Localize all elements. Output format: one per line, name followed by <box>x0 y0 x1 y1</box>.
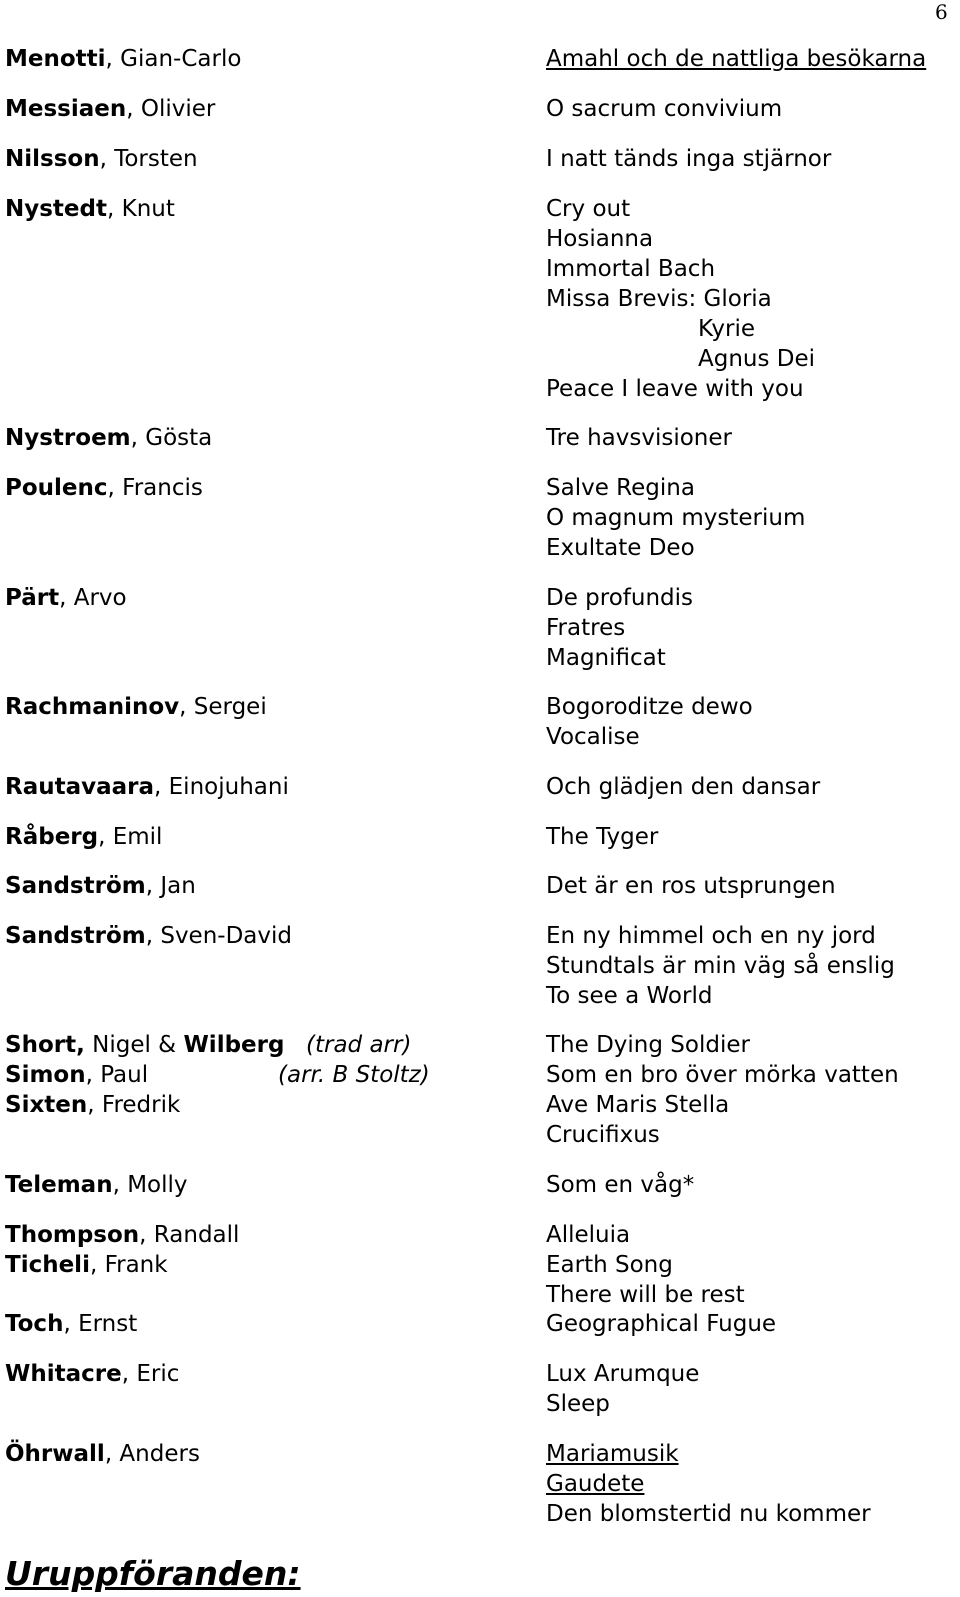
composer-separator: , <box>106 196 115 222</box>
composer-given-name: Nigel & <box>84 1032 184 1058</box>
composer-entry <box>5 921 292 951</box>
work-title: Fratres <box>546 615 626 641</box>
composer-entry <box>5 473 203 503</box>
composer-entry <box>5 583 127 613</box>
composer-surname: Nystedt <box>5 196 107 222</box>
composer-surname: Öhrwall <box>5 1441 105 1467</box>
work-title: Vocalise <box>546 724 640 750</box>
work-title: Cry out <box>546 196 631 222</box>
composer-surname: Pärt <box>5 585 60 611</box>
composer-surname: Toch <box>5 1311 64 1337</box>
arrangement-note: (arr. B Stoltz) <box>278 1062 430 1088</box>
composer-surname: Ticheli <box>5 1252 90 1278</box>
work-title: Magnificat <box>546 645 666 671</box>
work-title: Crucifixus <box>546 1122 660 1148</box>
composer-surname: Teleman <box>5 1172 113 1198</box>
work-title: There will be rest <box>546 1282 745 1308</box>
work-title: Sleep <box>546 1391 610 1417</box>
work-title: O magnum mysterium <box>546 505 806 531</box>
work-title: Det är en ros utsprungen <box>546 873 836 899</box>
composer-given-name: Eric <box>129 1361 180 1387</box>
work-title: Stundtals är min väg så enslig <box>546 953 895 979</box>
composer-given-name: Fredrik <box>94 1092 181 1118</box>
work-title: De profundis <box>546 585 694 611</box>
work-title: Alleluia <box>546 1222 631 1248</box>
composer-entry <box>5 772 289 802</box>
work-title: Gaudete <box>546 1471 645 1497</box>
composer-separator: , <box>126 96 134 122</box>
composer-entry <box>5 94 215 124</box>
work-title: O sacrum convivium <box>546 96 783 122</box>
composer-given-name: Emil <box>105 824 163 850</box>
arrangement-note: (trad arr) <box>306 1032 412 1058</box>
composer-entry <box>5 423 212 453</box>
composer-surname: Råberg <box>5 824 99 850</box>
composer-surname: Nilsson <box>5 146 100 172</box>
composer-separator: , <box>63 1311 71 1337</box>
composer-given-name: Knut <box>114 196 175 222</box>
work-title: I natt tänds inga stjärnor <box>546 146 832 172</box>
work-title: Immortal Bach <box>546 256 716 282</box>
composer-separator: , <box>85 1062 93 1088</box>
composer-given-name: Gian-Carlo <box>112 46 242 72</box>
composer-entry <box>5 1250 168 1280</box>
composer-surname: Rachmaninov <box>5 694 180 720</box>
composer-entry <box>5 822 162 852</box>
work-title: Missa Brevis: Gloria <box>546 286 772 312</box>
composer-given-name: Sven-David <box>153 923 292 949</box>
work-title: Som en bro över mörka vatten <box>546 1062 899 1088</box>
composer-separator: , <box>87 1092 95 1118</box>
composer-given-name: Olivier <box>133 96 216 122</box>
section-heading: Uruppföranden: <box>5 1554 301 1593</box>
composer-entry <box>5 144 198 174</box>
composer-surname: Wilberg <box>183 1032 285 1058</box>
work-title: The Dying Soldier <box>546 1032 750 1058</box>
composer-given-name: Molly <box>119 1172 188 1198</box>
work-title: Earth Song <box>546 1252 673 1278</box>
composer-entry <box>5 1060 148 1090</box>
composer-separator: , <box>89 1252 98 1278</box>
composer-separator: , <box>59 585 67 611</box>
composer-entry <box>5 1359 179 1389</box>
work-movement: Kyrie <box>698 316 756 342</box>
composer-separator: , <box>112 1172 120 1198</box>
composer-surname: Menotti <box>5 46 106 72</box>
composer-given-name: Sergei <box>186 694 267 720</box>
composer-entry <box>5 1439 200 1469</box>
composer-entry <box>5 44 241 74</box>
composer-given-name: Francis <box>114 475 203 501</box>
composer-given-name: Jan <box>153 873 196 899</box>
composer-surname: Sandström <box>5 923 146 949</box>
composer-surname: Sandström <box>5 873 146 899</box>
composer-entry <box>5 194 175 224</box>
work-title: Och glädjen den dansar <box>546 774 821 800</box>
composer-entry <box>5 1030 284 1060</box>
work-title: Lux Arumque <box>546 1361 700 1387</box>
composer-separator: , <box>145 873 154 899</box>
composer-entry <box>5 1309 137 1339</box>
work-title: Geographical Fugue <box>546 1311 777 1337</box>
work-title: Exultate Deo <box>546 535 695 561</box>
composer-separator: , <box>179 694 187 720</box>
composer-entry <box>5 1220 239 1250</box>
work-title: The Tyger <box>546 824 659 850</box>
composer-separator: , <box>121 1361 130 1387</box>
work-title: Ave Maris Stella <box>546 1092 730 1118</box>
composer-surname: Thompson <box>5 1222 140 1248</box>
composer-entry <box>5 871 196 901</box>
composer-given-name: Frank <box>97 1252 168 1278</box>
composer-separator: , <box>145 923 154 949</box>
work-title: Tre havsvisioner <box>546 425 732 451</box>
composer-surname: Whitacre <box>5 1361 122 1387</box>
work-title: To see a World <box>546 983 713 1009</box>
composer-separator: , <box>139 1222 147 1248</box>
composer-separator: , <box>130 425 138 451</box>
composer-surname: Messiaen <box>5 96 127 122</box>
composer-surname: Sixten <box>5 1092 88 1118</box>
composer-given-name: Paul <box>92 1062 149 1088</box>
composer-given-name: Torsten <box>106 146 198 172</box>
work-title: Peace I leave with you <box>546 376 804 402</box>
composer-separator: , <box>98 824 106 850</box>
composer-entry <box>5 1170 188 1200</box>
composer-separator: , <box>99 146 107 172</box>
composer-surname: Simon <box>5 1062 86 1088</box>
work-movement: Agnus Dei <box>698 346 816 372</box>
composer-surname: Poulenc <box>5 475 108 501</box>
composer-surname: Nystroem <box>5 425 131 451</box>
composer-surname: Rautavaara <box>5 774 155 800</box>
composer-given-name: Anders <box>112 1441 200 1467</box>
work-title: Mariamusik <box>546 1441 679 1467</box>
composer-surname: Short, <box>5 1032 85 1058</box>
composer-separator: , <box>105 46 113 72</box>
composer-given-name: Arvo <box>66 585 127 611</box>
page-number: 6 <box>935 0 948 24</box>
composer-separator: , <box>104 1441 113 1467</box>
composer-entry <box>5 1090 180 1120</box>
work-title: Den blomstertid nu kommer <box>546 1501 871 1527</box>
work-title: Amahl och de nattliga besökarna <box>546 46 927 72</box>
work-title: Som en våg* <box>546 1172 695 1198</box>
composer-entry <box>5 692 267 722</box>
composer-given-name: Gösta <box>137 425 213 451</box>
work-title: Bogoroditze dewo <box>546 694 753 720</box>
work-title: Salve Regina <box>546 475 695 501</box>
composer-given-name: Randall <box>146 1222 240 1248</box>
work-title: En ny himmel och en ny jord <box>546 923 876 949</box>
composer-given-name: Einojuhani <box>161 774 289 800</box>
composer-separator: , <box>107 475 115 501</box>
work-title: Hosianna <box>546 226 654 252</box>
composer-given-name: Ernst <box>70 1311 138 1337</box>
composer-separator: , <box>154 774 162 800</box>
